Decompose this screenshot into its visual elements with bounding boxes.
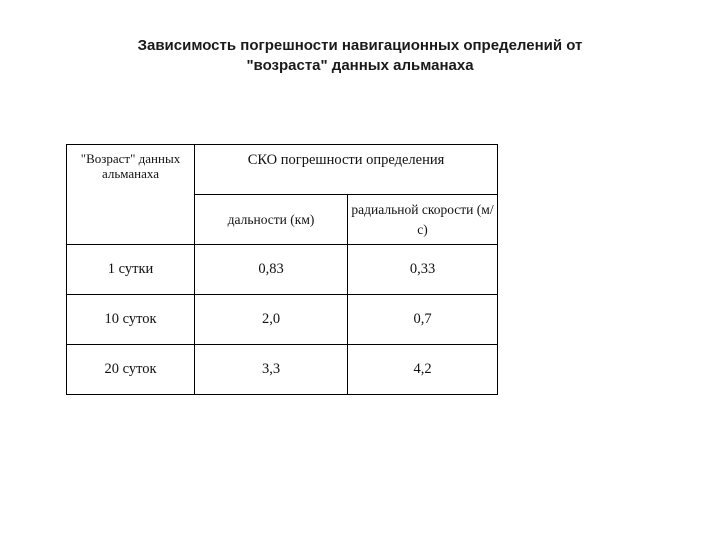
cell-age: 1 сутки: [67, 245, 195, 295]
cell-range: 2,0: [195, 295, 348, 345]
cell-age: 20 суток: [67, 345, 195, 395]
table-row: [67, 295, 498, 345]
header-cell-age: "Возраст" данных альманаха: [67, 145, 195, 245]
cell-range: 0,83: [195, 245, 348, 295]
cell-age: 10 суток: [67, 295, 195, 345]
cell-radial: 0,7: [348, 295, 498, 345]
header-cell-radial: радиальной скорости (м/с): [348, 195, 498, 245]
table-header-row: [67, 145, 498, 195]
cell-radial: 4,2: [348, 345, 498, 395]
title-line-1: Зависимость погрешности навигационных определений от: [137, 37, 583, 54]
header-cell-sko: СКО погрешности определения: [195, 145, 498, 195]
cell-radial: 0,33: [348, 245, 498, 295]
header-cell-range: дальности (км): [195, 195, 348, 245]
table-row: [67, 245, 498, 295]
title-line-2: "возраста" данных альманаха: [246, 57, 474, 74]
almanac-error-table: [66, 144, 498, 395]
page-title: [0, 36, 720, 76]
cell-range: 3,3: [195, 345, 348, 395]
table-row: [67, 345, 498, 395]
